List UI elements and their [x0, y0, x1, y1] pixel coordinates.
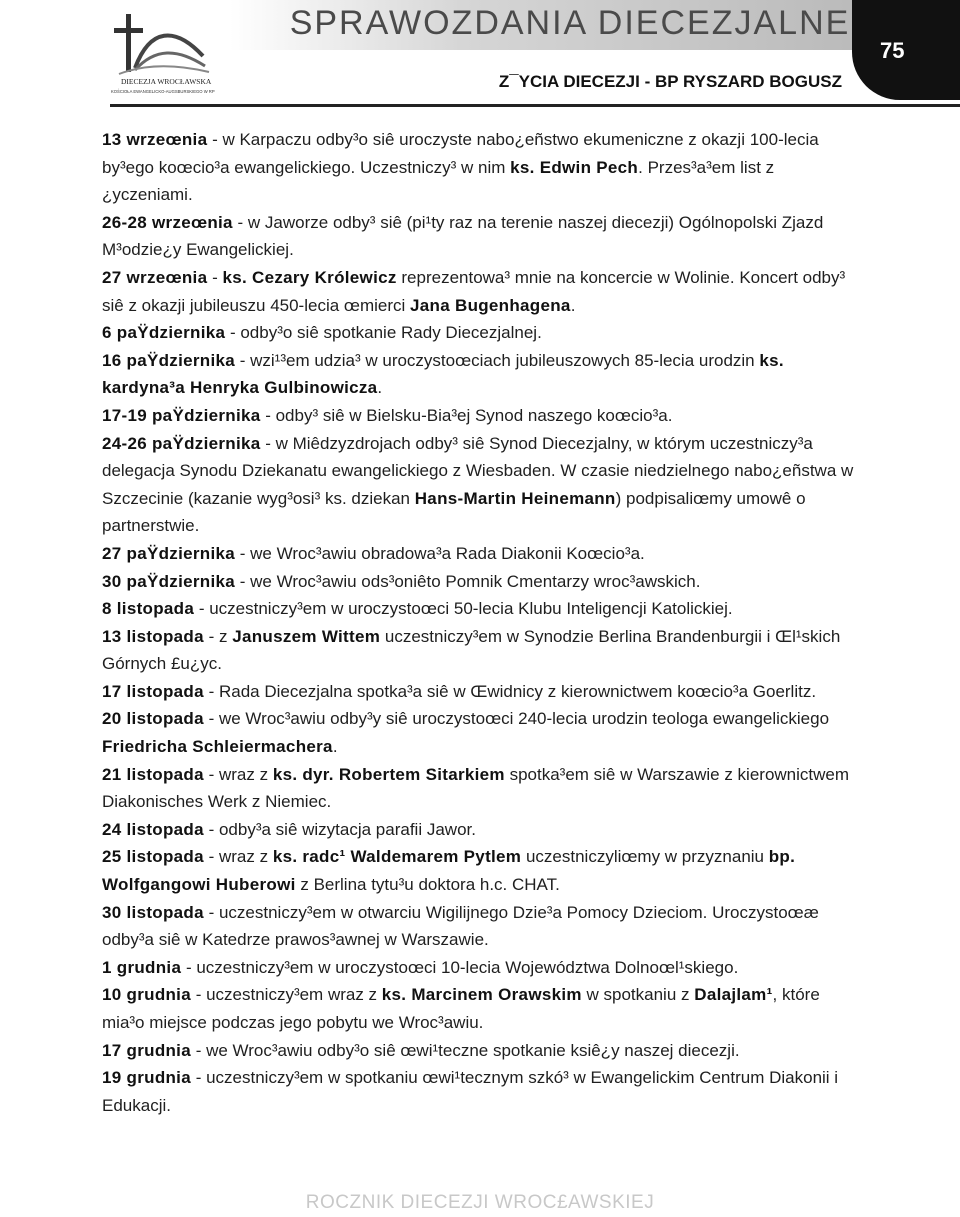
- entry: [102, 319, 862, 347]
- entry-date: 10 grudnia: [102, 985, 191, 1005]
- entry-date: 30 paŸdziernika: [102, 571, 236, 591]
- entry-text-after: ) podpisaliœmy umowê o partnerstwie.: [102, 488, 806, 536]
- entry-person-2: Dalajlam¹: [694, 985, 773, 1005]
- entry-date: 27 paŸdziernika: [102, 543, 236, 563]
- page-title: SPRAWOZDANIA DIECEZJALNE: [289, 4, 851, 42]
- entry-date: 16 paŸdziernika: [102, 350, 236, 370]
- entry: [102, 843, 862, 898]
- entry: [102, 430, 862, 540]
- logo-text-line1: DIECEZJA WROCŁAWSKA: [121, 77, 212, 86]
- entry: [102, 568, 862, 596]
- entry-date: 1 grudnia: [102, 957, 182, 977]
- entry-date: 8 listopada: [102, 599, 195, 619]
- entry-date: 24-26 paŸdziernika: [102, 433, 261, 453]
- entry-text-after: w spotkaniu z: [581, 985, 695, 1005]
- entry-text: - uczestniczy³em w uroczystoœci 50-lecia Klubu Inteligencji Katolickiej.: [194, 599, 733, 619]
- entry-text: - wraz z: [203, 764, 273, 784]
- entry: [102, 1064, 862, 1119]
- entry-text: - uczestniczy³em w uroczystoœci 10-lecia Województwa Dolnoœl¹skiego.: [181, 957, 739, 977]
- header-rule: [110, 104, 960, 107]
- entry-text: - w Jaworze odby³ siê (pi¹ty raz na terenie naszej diecezji) Ogólnopolski Zjazd M³odzie¿y Ewangelickiej.: [102, 212, 824, 260]
- diocese-logo: [105, 8, 215, 98]
- entry: [102, 264, 862, 319]
- entry: [102, 761, 862, 816]
- entry-text-after: spotka³em siê w Warszawie z kierownictwem Diakonisches Werk z Niemiec.: [102, 764, 850, 812]
- entry-text: - uczestniczy³em w otwarciu Wigilijnego Dzie³a Pomocy Dzieciom. Uroczystoœæ odby³a siê w Katedrze prawos³awnej w Warszawie.: [102, 902, 819, 950]
- report-entries: [102, 126, 862, 1119]
- entry-text-after: uczestniczy³em w Synodzie Berlina Brandenburgii i Œl¹skich Górnych £u¿yc.: [102, 626, 841, 674]
- subtitle-main: Z¯YCIA DIECEZJI -: [498, 72, 651, 91]
- logo-text-line2: KOŚCIOŁA EWANGELICKO-AUGSBURSKIEGO W RP: [111, 89, 215, 94]
- page-header: [0, 0, 960, 112]
- entry-date: 24 listopada: [102, 819, 204, 839]
- entry: [102, 678, 862, 706]
- entry-person: ks. kardyna³a Henryka Gulbinowicza: [102, 350, 784, 398]
- subtitle-author: BP RYSZARD BOGUSZ: [654, 72, 842, 91]
- entry-person-2: bp. Wolfgangowi Huberowi: [102, 847, 796, 895]
- entry-text: - wraz z: [203, 847, 273, 867]
- entry-date: 27 wrzeœnia: [102, 267, 208, 287]
- section-subtitle: [499, 72, 842, 92]
- entry-date: 20 listopada: [102, 709, 204, 729]
- entry-text-tail: z Berlina tytu³u doktora h.c. CHAT.: [295, 875, 560, 895]
- entry-text-after: uczestniczyliœmy w przyznaniu: [521, 847, 769, 867]
- entry-date: 6 paŸdziernika: [102, 323, 226, 343]
- entry-person: Hans-Martin Heinemann: [414, 488, 616, 508]
- entry-date: 25 listopada: [102, 847, 204, 867]
- entry: [102, 623, 862, 678]
- page-number: 75: [880, 38, 905, 63]
- entry-person: Friedricha Schleiermachera: [102, 737, 333, 757]
- entry-date: 17 listopada: [102, 681, 204, 701]
- entry-person: ks. Marcinem Orawskim: [381, 985, 582, 1005]
- entry: [102, 1037, 862, 1065]
- entry-text-tail: .: [570, 295, 576, 315]
- entry: [102, 981, 862, 1036]
- entry-text-after: . Przes³a³em list z ¿yczeniami.: [102, 157, 775, 205]
- entry-date: 13 wrzeœnia: [102, 130, 208, 149]
- entry: [102, 899, 862, 954]
- entry-text-tail: , które mia³o miejsce podczas jego pobytu we Wroc³awiu.: [102, 985, 820, 1032]
- entry: [102, 705, 862, 760]
- entry-text: - we Wroc³awiu ods³oniêto Pomnik Cmentarzy wroc³awskich.: [235, 571, 701, 591]
- entry: [102, 540, 862, 568]
- entry-person: ks. radc¹ Waldemarem Pytlem: [272, 847, 522, 867]
- entry-text-after: .: [377, 378, 383, 398]
- entry-text: -: [207, 267, 223, 287]
- entry-person: ks. Edwin Pech: [510, 157, 639, 177]
- entry-text: - w Karpaczu odby³o siê uroczyste nabo¿eñstwo ekumeniczne z okazji 100-lecia by³ego koœcio³a ewangelickiego. Uczestniczy³ w nim: [102, 130, 819, 177]
- entry-date: 30 listopada: [102, 902, 204, 922]
- entry-text: - we Wroc³awiu odby³y siê uroczystoœci 240-lecia urodzin teologa ewangelickiego: [203, 709, 830, 729]
- entry-date: 13 listopada: [102, 626, 204, 646]
- page-footer: ROCZNIK DIECEZJI WROC£AWSKIEJ: [305, 1192, 655, 1213]
- entry-text-after: reprezentowa³ mnie na koncercie w Wolinie. Koncert odby³ siê z okazji jubileuszu 450-lecia œmierci: [102, 267, 846, 315]
- entry-text-after: .: [332, 737, 338, 757]
- entry-person-2: Jana Bugenhagena: [410, 295, 571, 315]
- entry-text: - we Wroc³awiu obradowa³a Rada Diakonii Koœcio³a.: [235, 543, 645, 563]
- entry: [102, 595, 862, 623]
- entry-text: - uczestniczy³em wraz z: [190, 985, 382, 1005]
- entry: [102, 209, 862, 264]
- entry-text: - odby³a siê wizytacja parafii Jawor.: [203, 819, 476, 839]
- entry-date: 17 grudnia: [102, 1040, 191, 1060]
- entry-date: 26-28 wrzeœnia: [102, 212, 233, 232]
- entry-text: - Rada Diecezjalna spotka³a siê w Œwidnicy z kierownictwem koœcio³a Goerlitz.: [203, 681, 817, 701]
- entry-person: Januszem Wittem: [232, 626, 381, 646]
- entry: [102, 402, 862, 430]
- entry-person: ks. dyr. Robertem Sitarkiem: [272, 764, 505, 784]
- entry-text: - uczestniczy³em w spotkaniu œwi¹tecznym szkó³ w Ewangelickim Centrum Diakonii i Edukacji.: [102, 1068, 839, 1115]
- entry: [102, 816, 862, 844]
- page-number-tab: [852, 0, 960, 100]
- entry: [102, 126, 862, 209]
- entry: [102, 954, 862, 982]
- entry-date: 19 grudnia: [102, 1068, 191, 1088]
- entry-text: - w Miêdzyzdrojach odby³ siê Synod Diecezjalny, w którym uczestniczy³a delegacja Synodu Dziekanatu ewangelickiego z Wiesbaden. W czasie niedzielnego nabo¿eñstwa w Szczecinie (kazanie wyg³osi³ ks. dziekan: [102, 433, 854, 508]
- entry: [102, 347, 862, 402]
- entry-person: ks. Cezary Królewicz: [222, 267, 397, 287]
- entry-text: - odby³o siê spotkanie Rady Diecezjalnej.: [225, 323, 542, 343]
- entry-text: - wzi¹³em udzia³ w uroczystoœciach jubileuszowych 85-lecia urodzin: [235, 350, 760, 370]
- entry-text: - odby³ siê w Bielsku-Bia³ej Synod naszego koœcio³a.: [260, 405, 673, 425]
- entry-text: - z: [203, 626, 233, 646]
- entry-date: 17-19 paŸdziernika: [102, 405, 261, 425]
- entry-date: 21 listopada: [102, 764, 204, 784]
- entry-text: - we Wroc³awiu odby³o siê œwi¹teczne spotkanie ksiê¿y naszej diecezji.: [190, 1040, 740, 1060]
